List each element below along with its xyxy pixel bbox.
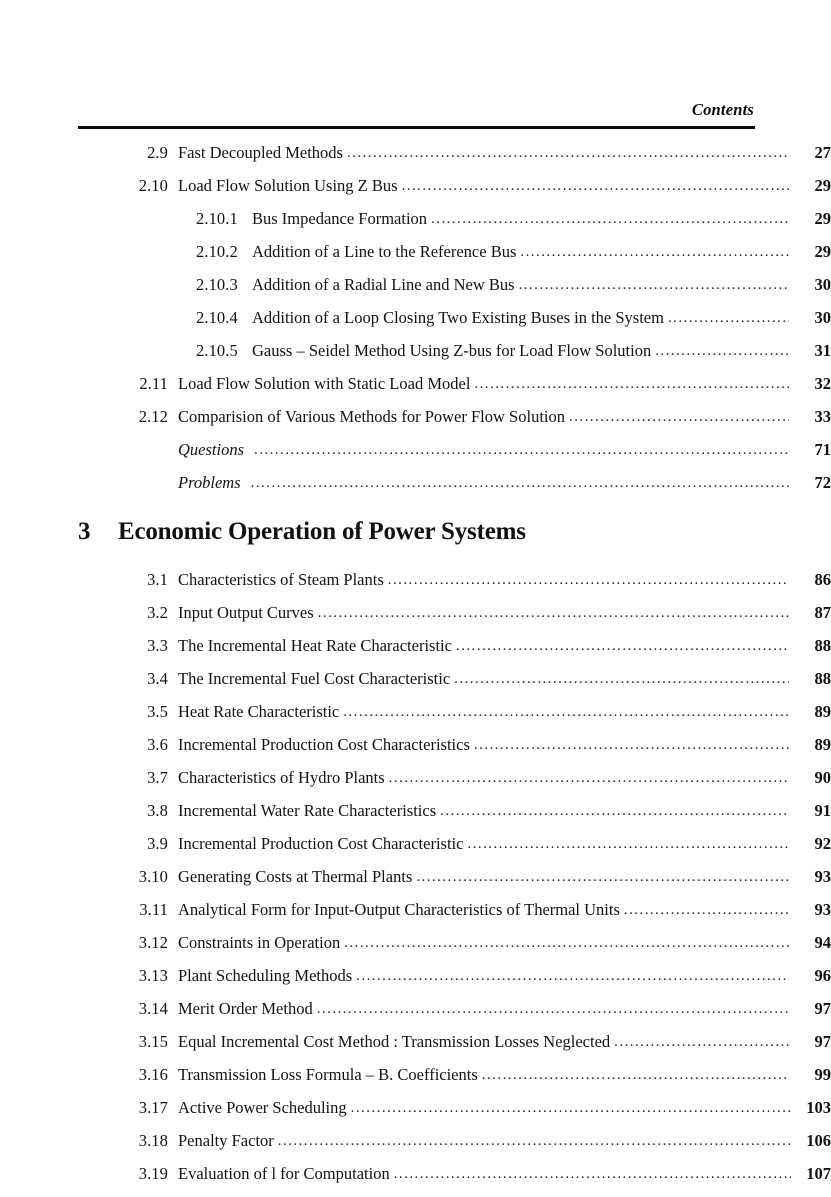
toc-entry-page-number: 91 <box>814 801 831 820</box>
dot-leader <box>389 770 789 787</box>
toc-entry-page-number: 107 <box>806 1164 831 1183</box>
toc-entry-number: 2.10.5 <box>196 341 238 360</box>
toc-entry[interactable] <box>0 473 831 506</box>
toc-entry-number: 3.1 <box>147 570 168 589</box>
toc-entry-page-number: 29 <box>814 176 831 195</box>
toc-entry[interactable] <box>0 1065 831 1098</box>
toc-entry[interactable] <box>0 1131 831 1164</box>
toc-entry-page-number: 88 <box>814 636 831 655</box>
header-rule <box>78 126 755 129</box>
toc-entry-page-number: 93 <box>814 900 831 919</box>
toc-entry-number: 3.4 <box>147 669 168 688</box>
toc-entry-page-number: 33 <box>814 407 831 426</box>
toc-entry[interactable] <box>0 669 831 702</box>
dot-leader <box>520 244 789 261</box>
toc-entry-number: 3.11 <box>139 900 168 919</box>
dot-leader <box>454 671 789 688</box>
toc-entry[interactable] <box>0 900 831 933</box>
toc-entry-number: 2.10.4 <box>196 308 238 327</box>
dot-leader <box>440 803 789 820</box>
toc-entry-page-number: 30 <box>814 275 831 294</box>
toc-entry-title: Questions <box>178 440 244 459</box>
toc-entry-title: Bus Impedance Formation <box>252 209 428 228</box>
toc-entry-title: Characteristics of Steam Plants <box>178 570 384 589</box>
toc-entry-number: 2.10.2 <box>196 242 238 261</box>
toc-entry-title: Constraints in Operation <box>178 933 341 952</box>
toc-entry-number: 3.17 <box>138 1098 168 1117</box>
toc-entry[interactable] <box>0 735 831 768</box>
dot-leader <box>278 1133 791 1150</box>
toc-entry-page-number: 29 <box>814 242 831 261</box>
toc-entry[interactable] <box>0 374 831 407</box>
toc-entry[interactable] <box>0 801 831 834</box>
toc-entry[interactable] <box>0 407 831 440</box>
toc-entry[interactable] <box>0 143 831 176</box>
toc-entry-title: Characteristics of Hydro Plants <box>178 768 385 787</box>
toc-entry-page-number: 106 <box>806 1131 831 1150</box>
toc-entry[interactable] <box>0 1098 831 1131</box>
toc-entry[interactable] <box>0 308 831 341</box>
dot-leader <box>344 935 789 952</box>
table-of-contents <box>0 143 831 1197</box>
dot-leader <box>668 310 789 327</box>
toc-entry[interactable] <box>0 603 831 636</box>
toc-entry-title: Problems <box>178 473 241 492</box>
toc-entry[interactable] <box>0 341 831 374</box>
toc-entry-number: 3.14 <box>138 999 168 1018</box>
toc-entry-number: 3.15 <box>138 1032 168 1051</box>
toc-entry-title: Addition of a Loop Closing Two Existing Buses in the System <box>252 308 664 327</box>
toc-entry-page-number: 27 <box>814 143 831 162</box>
toc-entry[interactable] <box>0 242 831 275</box>
toc-entry-page-number: 96 <box>814 966 831 985</box>
dot-leader <box>474 737 789 754</box>
toc-entry[interactable] <box>0 933 831 966</box>
dot-leader <box>416 869 789 886</box>
toc-entry-number: 3.9 <box>147 834 168 853</box>
toc-entry-page-number: 29 <box>814 209 831 228</box>
toc-entry-title: Addition of a Line to the Reference Bus <box>252 242 517 261</box>
toc-entry-number: 2.12 <box>138 407 168 426</box>
toc-entry[interactable] <box>0 966 831 999</box>
toc-entry-title: Fast Decoupled Methods <box>178 143 343 162</box>
dot-leader <box>614 1034 789 1051</box>
toc-entry-number: 3.2 <box>147 603 168 622</box>
toc-entry-title: Active Power Scheduling <box>178 1098 347 1117</box>
toc-entry-page-number: 32 <box>814 374 831 393</box>
toc-entry[interactable] <box>0 209 831 242</box>
toc-entry-number: 2.10.1 <box>196 209 238 228</box>
toc-entry[interactable] <box>0 702 831 735</box>
toc-entry-number: 3.5 <box>147 702 168 721</box>
toc-entry-page-number: 88 <box>814 669 831 688</box>
toc-entry-title: Incremental Water Rate Characteristics <box>178 801 437 820</box>
toc-entry-page-number: 99 <box>814 1065 831 1084</box>
toc-entry-page-number: 87 <box>814 603 831 622</box>
toc-entry-number: 2.11 <box>139 374 168 393</box>
toc-entry[interactable] <box>0 275 831 308</box>
toc-entry-page-number: 89 <box>814 735 831 754</box>
toc-entry-number: 2.10 <box>138 176 168 195</box>
toc-entry-title: Merit Order Method <box>178 999 313 1018</box>
dot-leader <box>431 211 789 228</box>
dot-leader <box>356 968 789 985</box>
dot-leader <box>388 572 789 589</box>
running-header <box>78 100 755 120</box>
toc-entry-title: Generating Costs at Thermal Plants <box>178 867 413 886</box>
dot-leader <box>624 902 789 919</box>
toc-entry-number: 3.12 <box>138 933 168 952</box>
dot-leader <box>351 1100 791 1117</box>
running-header-title: Contents <box>691 100 754 119</box>
toc-entry-number: 3.8 <box>147 801 168 820</box>
dot-leader <box>343 704 789 721</box>
toc-entry-title: Comparision of Various Methods for Power Flow Solution <box>178 407 565 426</box>
dot-leader <box>317 1001 789 1018</box>
toc-entry-title: Gauss – Seidel Method Using Z-bus for Load Flow Solution <box>252 341 652 360</box>
toc-entry-title: The Incremental Heat Rate Characteristic <box>178 636 452 655</box>
toc-entry-title: Equal Incremental Cost Method : Transmission Losses Neglected <box>178 1032 611 1051</box>
toc-entry-page-number: 90 <box>814 768 831 787</box>
toc-entry[interactable] <box>0 636 831 669</box>
dot-leader <box>402 178 789 195</box>
toc-entry-number: 2.10.3 <box>196 275 238 294</box>
chapter-number: 3 <box>78 518 91 545</box>
toc-entry-page-number: 31 <box>814 341 831 360</box>
toc-entry-page-number: 94 <box>814 933 831 952</box>
chapter-title: Economic Operation of Power Systems <box>118 518 526 545</box>
toc-entry-title: Evaluation of l for Computation <box>178 1164 390 1183</box>
toc-entry-title: Incremental Production Cost Characteristic <box>178 834 464 853</box>
toc-entry-title: Input Output Curves <box>178 603 314 622</box>
toc-entry-number: 3.18 <box>138 1131 168 1150</box>
toc-entry-number: 2.9 <box>147 143 168 162</box>
toc-entry-title: The Incremental Fuel Cost Characteristic <box>178 669 451 688</box>
toc-entry-page-number: 97 <box>814 1032 831 1051</box>
toc-entry[interactable] <box>0 867 831 900</box>
toc-entry-page-number: 86 <box>814 570 831 589</box>
toc-entry-page-number: 97 <box>814 999 831 1018</box>
dot-leader <box>251 475 789 492</box>
dot-leader <box>254 442 789 459</box>
toc-entry-page-number: 93 <box>814 867 831 886</box>
toc-entry-title: Transmission Loss Formula – B. Coefficients <box>178 1065 478 1084</box>
toc-entry[interactable] <box>0 570 831 603</box>
dot-leader <box>318 605 789 622</box>
toc-entry-title: Load Flow Solution with Static Load Model <box>178 374 471 393</box>
toc-entry-page-number: 30 <box>814 308 831 327</box>
toc-entry-page-number: 71 <box>814 440 831 459</box>
toc-entry-title: Penalty Factor <box>178 1131 274 1150</box>
dot-leader <box>569 409 789 426</box>
toc-entry-page-number: 72 <box>814 473 831 492</box>
toc-entry-number: 3.19 <box>138 1164 168 1183</box>
toc-entry-number: 3.13 <box>138 966 168 985</box>
toc-entry-number: 3.16 <box>138 1065 168 1084</box>
toc-entry-title: Load Flow Solution Using Z Bus <box>178 176 398 195</box>
toc-entry[interactable] <box>0 176 831 209</box>
toc-entry[interactable] <box>0 834 831 867</box>
toc-entry-page-number: 89 <box>814 702 831 721</box>
toc-entry-number: 3.10 <box>138 867 168 886</box>
toc-entry-number: 3.3 <box>147 636 168 655</box>
toc-entry-number: 3.7 <box>147 768 168 787</box>
toc-entry[interactable] <box>0 1164 831 1197</box>
toc-entry-number: 3.6 <box>147 735 168 754</box>
toc-entry-title: Incremental Production Cost Characteristics <box>178 735 470 754</box>
toc-entry[interactable] <box>0 999 831 1032</box>
dot-leader <box>474 376 789 393</box>
toc-entry[interactable] <box>0 440 831 473</box>
toc-entry-title: Analytical Form for Input-Output Characteristics of Thermal Units <box>178 900 620 919</box>
dot-leader <box>456 638 789 655</box>
toc-entry-title: Plant Scheduling Methods <box>178 966 353 985</box>
toc-entry[interactable] <box>0 1032 831 1065</box>
chapter-heading[interactable] <box>0 506 831 570</box>
dot-leader <box>467 836 789 853</box>
dot-leader <box>394 1166 791 1183</box>
toc-entry-title: Addition of a Radial Line and New Bus <box>252 275 515 294</box>
dot-leader <box>347 145 789 162</box>
toc-entry-title: Heat Rate Characteristic <box>178 702 340 721</box>
toc-entry-page-number: 103 <box>806 1098 831 1117</box>
toc-entry[interactable] <box>0 768 831 801</box>
dot-leader <box>655 343 789 360</box>
toc-entry-page-number: 92 <box>814 834 831 853</box>
dot-leader <box>519 277 789 294</box>
dot-leader <box>482 1067 789 1084</box>
